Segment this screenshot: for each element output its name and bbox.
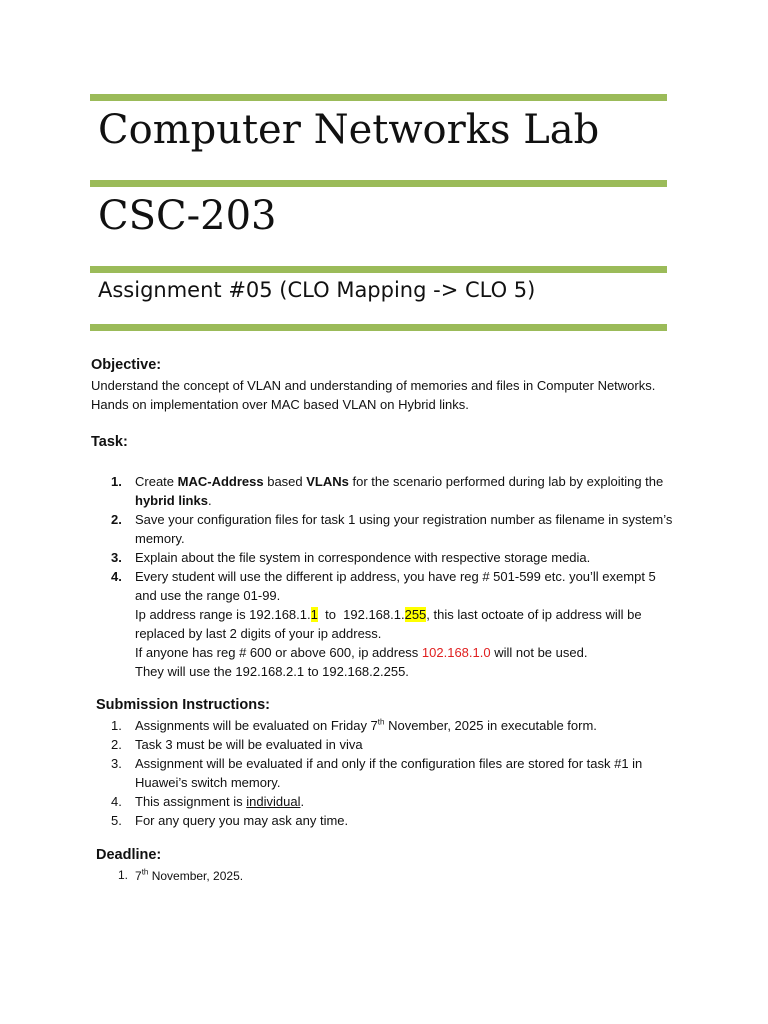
task-2-text: Save your configuration files for task 1 using your registration number as filename in system’s memory. [135,512,673,546]
highlighted-range-end: 255 [404,607,427,622]
assignment-title: Assignment #05 (CLO Mapping -> CLO 5) [98,278,536,302]
submission-5-text: For any query you may ask any time. [135,813,349,828]
task-heading: Task: [91,434,128,450]
task-1-text: based [263,474,307,489]
task-1-text: . [207,493,212,508]
title-rule-1 [90,94,667,101]
submission-3-text: Assignment will be evaluated if and only if the configuration files are stored for task #1 in Huawei’s switch memory. [135,756,643,790]
deadline-text: November, 2025. [148,869,244,883]
submission-2-text: Task 3 must be will be evaluated in viva [135,737,363,752]
red-ip-address: 102.168.1.0 [421,645,491,660]
task-item-2 [111,510,675,548]
task-1-bold-hybrid: hybrid links [135,493,208,508]
submission-item-5 [111,811,675,830]
submission-1-text: November, 2025 in executable form. [384,718,597,733]
list-number: 4. [111,569,122,584]
list-number: 2. [111,512,122,527]
ordinal-suffix: th [141,867,149,877]
submission-4-text: This assignment is [135,794,247,809]
task-1-text: Create [135,474,178,489]
task-1-bold-mac: MAC-Address [177,474,264,489]
highlighted-range-start: 1 [310,607,318,622]
list-number: 1. [118,868,129,882]
task-list [111,472,675,681]
objective-text: Understand the concept of VLAN and understanding of memories and files in Computer Networks. Hands on implementation over MAC based VLAN on Hybrid links. [91,378,656,412]
task-item-3 [111,548,675,567]
list-number: 5. [111,813,122,828]
submission-list [111,716,675,830]
submission-item-1 [111,716,675,735]
list-number: 3. [111,550,122,565]
submission-4-text: . [300,794,305,809]
submission-item-3 [111,754,675,792]
task-4-ip-range [135,605,675,643]
task-item-1 [111,472,675,510]
list-number: 1. [111,718,122,733]
title-rule-4 [90,324,667,331]
list-number: 4. [111,794,122,809]
task-item-4 [111,567,675,681]
task-1-text: for the scenario performed during lab by exploiting the [348,474,664,489]
ip-range-text: , this last octoate of ip address will be replaced by last 2 digits of your ip address. [135,607,642,641]
title-rule-2 [90,180,667,187]
task-3-text: Explain about the file system in correspondence with respective storage media. [135,550,591,565]
list-number: 1. [111,474,122,489]
submission-heading: Submission Instructions: [96,697,271,713]
task-4-line-3 [135,643,675,662]
deadline-text: 7 [135,869,142,883]
document-title: Computer Networks Lab [98,107,600,153]
task-4-text: will not be used. [490,645,588,660]
list-number: 3. [111,756,122,771]
deadline-item-1 [118,866,675,886]
deadline-heading: Deadline: [96,847,162,863]
underlined-individual: individual [246,794,301,809]
list-number: 2. [111,737,122,752]
submission-item-2 [111,735,675,754]
deadline-list [118,866,675,886]
ordinal-suffix: th [377,717,385,727]
submission-item-4 [111,792,675,811]
task-1-bold-vlans: VLANs [306,474,349,489]
objective-heading: Objective: [91,357,162,373]
task-4-line-1: Every student will use the different ip address, you have reg # 501-599 etc. you’ll exempt 5 and use the range 01-99. [135,569,656,603]
ip-range-text: to 192.168.1. [317,607,405,622]
task-4-text: If anyone has reg # 600 or above 600, ip address [135,645,422,660]
ip-range-text: Ip address range is 192.168.1. [135,607,311,622]
task-4-line-4: They will use the 192.168.2.1 to 192.168.2.255. [135,664,409,679]
course-code: CSC-203 [98,193,277,239]
title-rule-3 [90,266,667,273]
submission-1-text: Assignments will be evaluated on Friday 7 [135,718,378,733]
